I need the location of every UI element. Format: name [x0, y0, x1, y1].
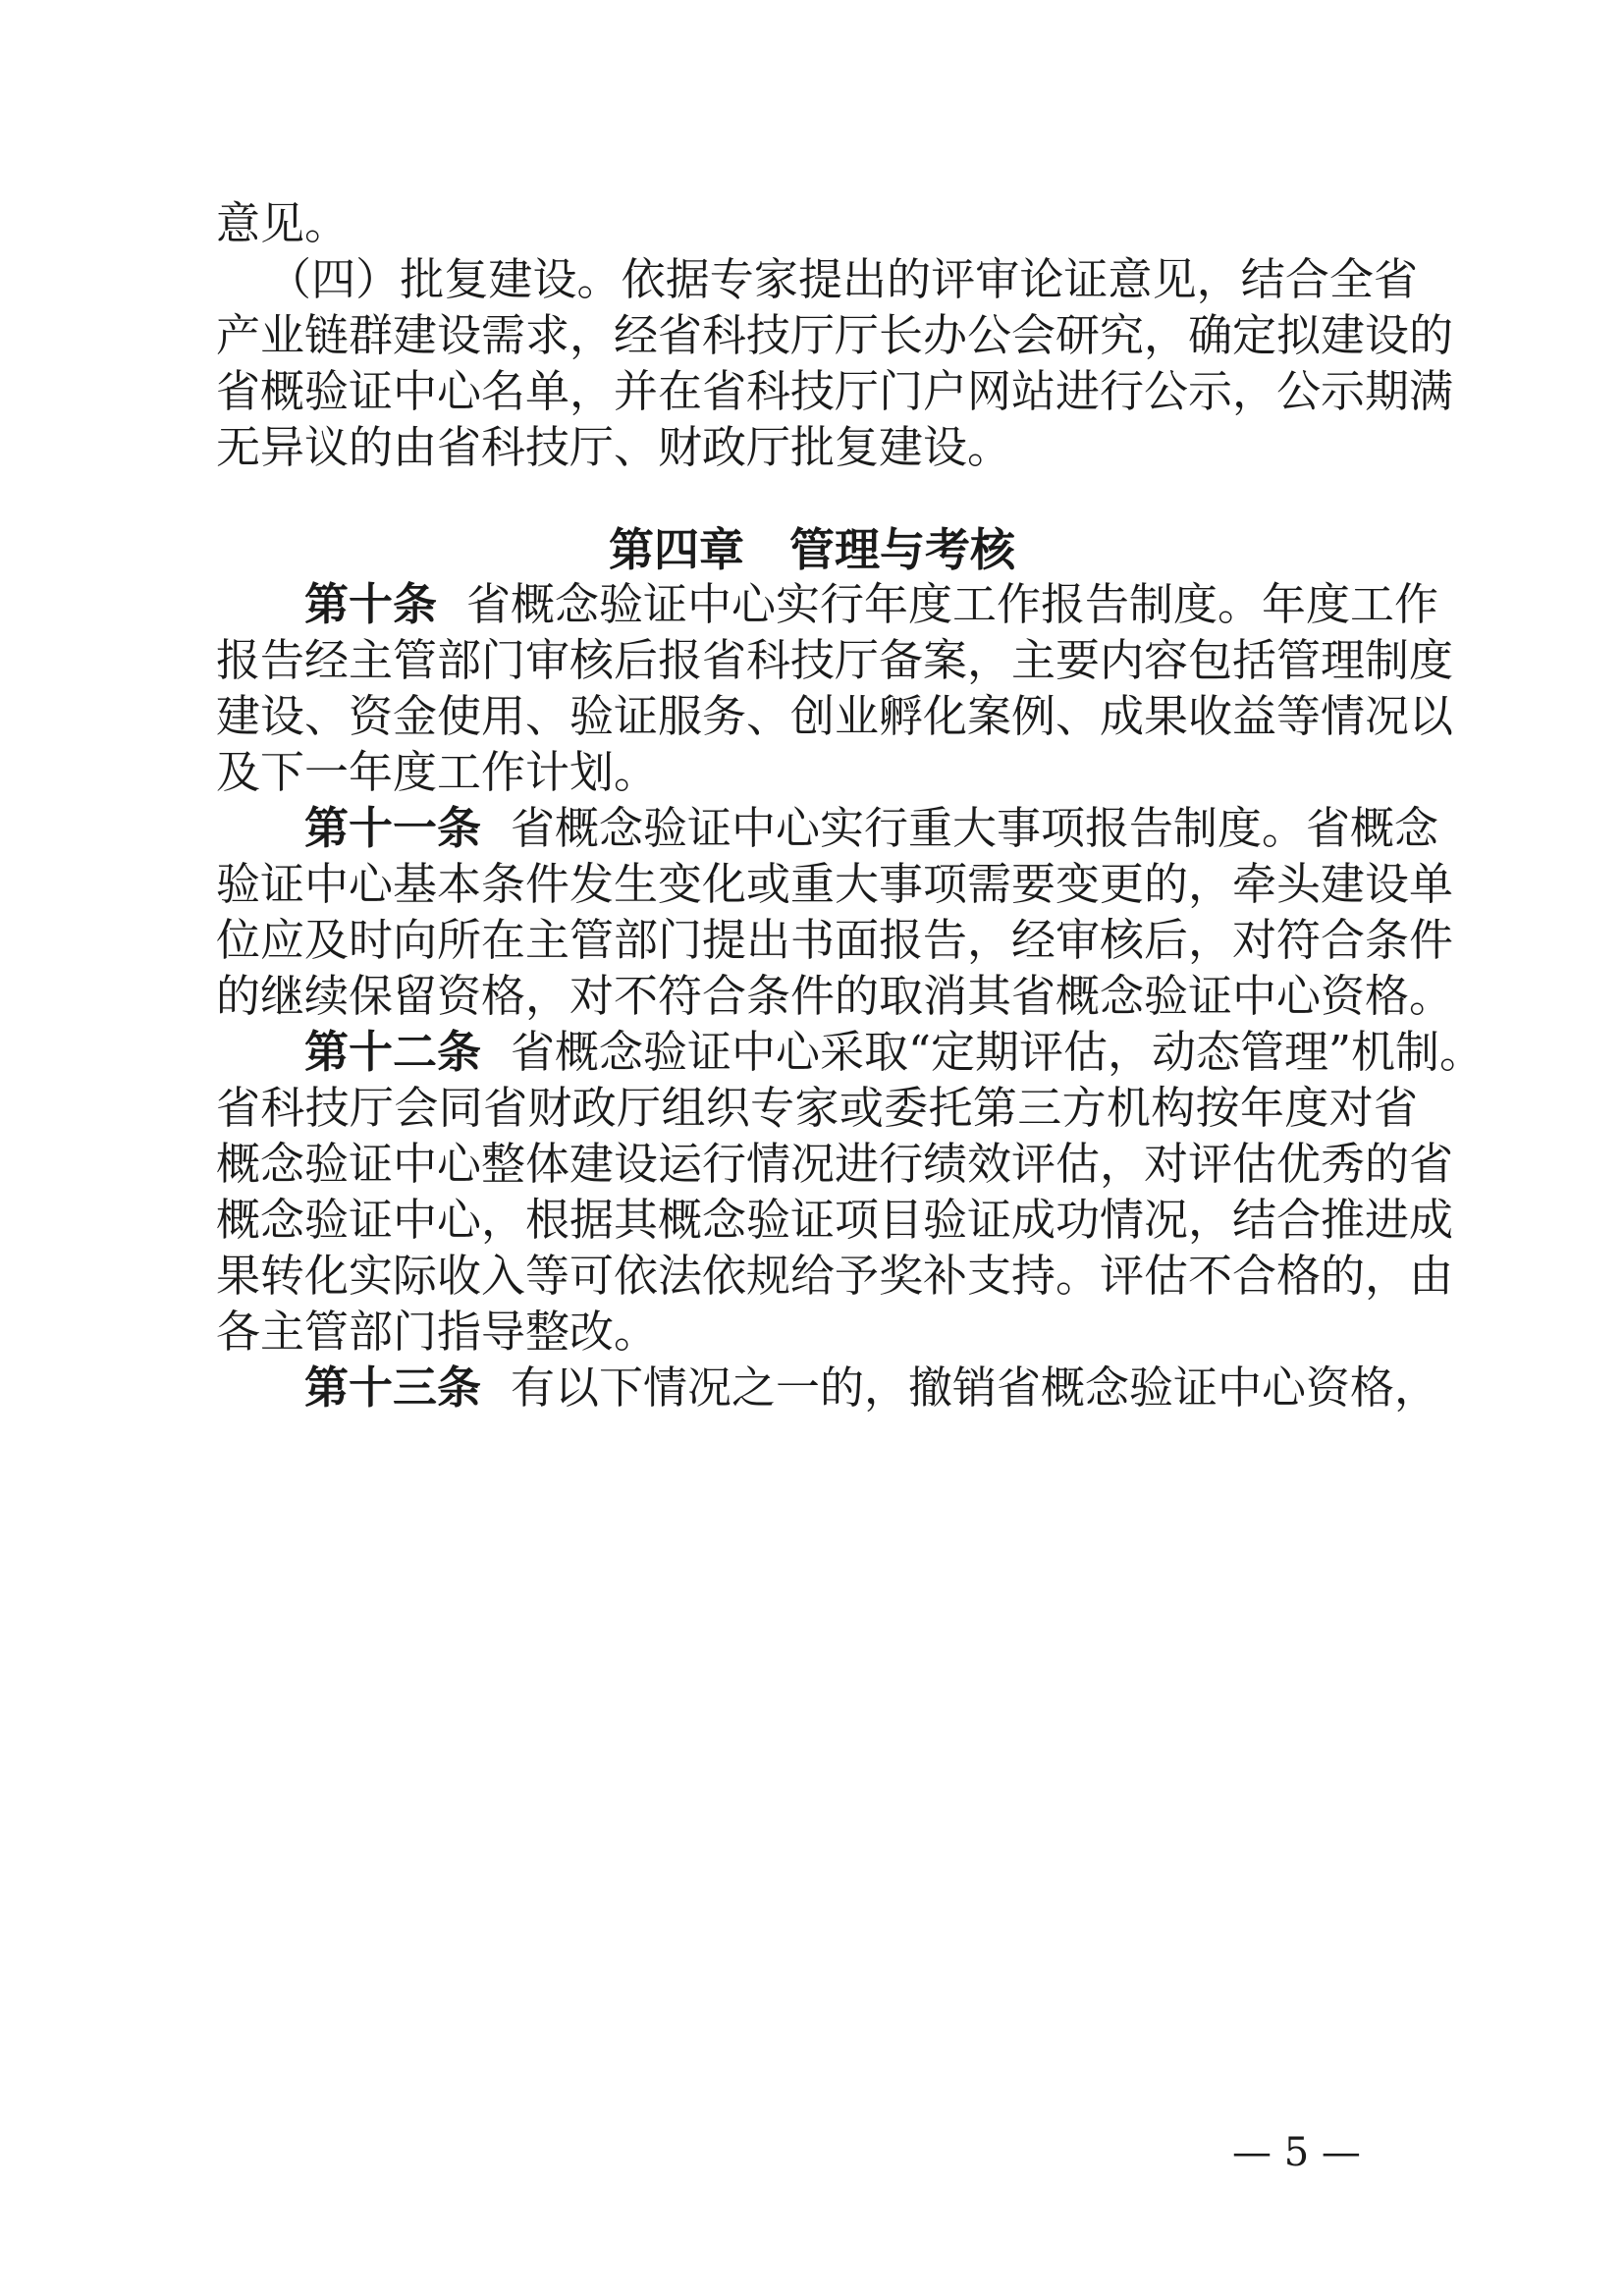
article-11-line-3: 位应及时向所在主管部门提出书面报告，经审核后，对符合条件 [216, 914, 1454, 966]
article-11-line-1 [304, 799, 1439, 858]
article-12-line-2: 省科技厅会同省财政厅组织专家或委托第三方机构按年度对省 [216, 1082, 1418, 1134]
paragraph-approval-line-1: （四）批复建设。依据专家提出的评审论证意见，结合全省 [267, 253, 1418, 305]
paragraph-approval-line-3: 省概验证中心名单，并在省科技厅门户网站进行公示，公示期满 [216, 365, 1454, 417]
article-12-text-1: 省概念验证中心采取“定期评估，动态管理”机制。 [511, 1026, 1485, 1078]
article-12-line-5: 果转化实际收入等可依法依规给予奖补支持。评估不合格的，由 [216, 1250, 1454, 1302]
article-11-line-4: 的继续保留资格，对不符合条件的取消其省概念验证中心资格。 [216, 970, 1454, 1022]
article-10-line-1 [304, 575, 1439, 634]
article-12-line-4: 概念验证中心，根据其概念验证项目验证成功情况，结合推进成 [216, 1194, 1454, 1246]
article-12-line-1 [304, 1023, 1485, 1082]
article-13-text-1: 有以下情况之一的，撤销省概念验证中心资格， [511, 1362, 1439, 1414]
chapter-number: 第四章 [609, 523, 744, 576]
paragraph-approval-line-4: 无异议的由省科技厅、财政厅批复建设。 [216, 421, 1012, 473]
article-10-line-3: 建设、资金使用、验证服务、创业孵化案例、成果收益等情况以 [216, 690, 1454, 742]
article-11-label: 第十一条 [304, 802, 482, 854]
article-10-text-1: 省概念验证中心实行年度工作报告制度。年度工作 [466, 578, 1439, 630]
article-13-label: 第十三条 [304, 1362, 482, 1414]
paragraph-continuation: 意见。 [216, 197, 350, 249]
article-11-text-1: 省概念验证中心实行重大事项报告制度。省概念 [511, 802, 1439, 854]
article-12-line-6: 各主管部门指导整改。 [216, 1306, 659, 1358]
article-12-label: 第十二条 [304, 1026, 482, 1078]
page-number: — 5 — [1232, 2130, 1361, 2175]
article-10-label: 第十条 [304, 578, 438, 630]
paragraph-approval-line-2: 产业链群建设需求，经省科技厅厅长办公会研究，确定拟建设的 [216, 309, 1454, 361]
chapter-title: 管理与考核 [789, 523, 1015, 576]
article-13-line-1 [304, 1359, 1439, 1417]
article-10-line-4: 及下一年度工作计划。 [216, 746, 659, 798]
chapter-heading [0, 520, 1624, 579]
article-10-line-2: 报告经主管部门审核后报省科技厅备案，主要内容包括管理制度 [216, 634, 1454, 686]
article-12-line-3: 概念验证中心整体建设运行情况进行绩效评估，对评估优秀的省 [216, 1138, 1454, 1190]
article-11-line-2: 验证中心基本条件发生变化或重大事项需要变更的，牵头建设单 [216, 858, 1454, 910]
